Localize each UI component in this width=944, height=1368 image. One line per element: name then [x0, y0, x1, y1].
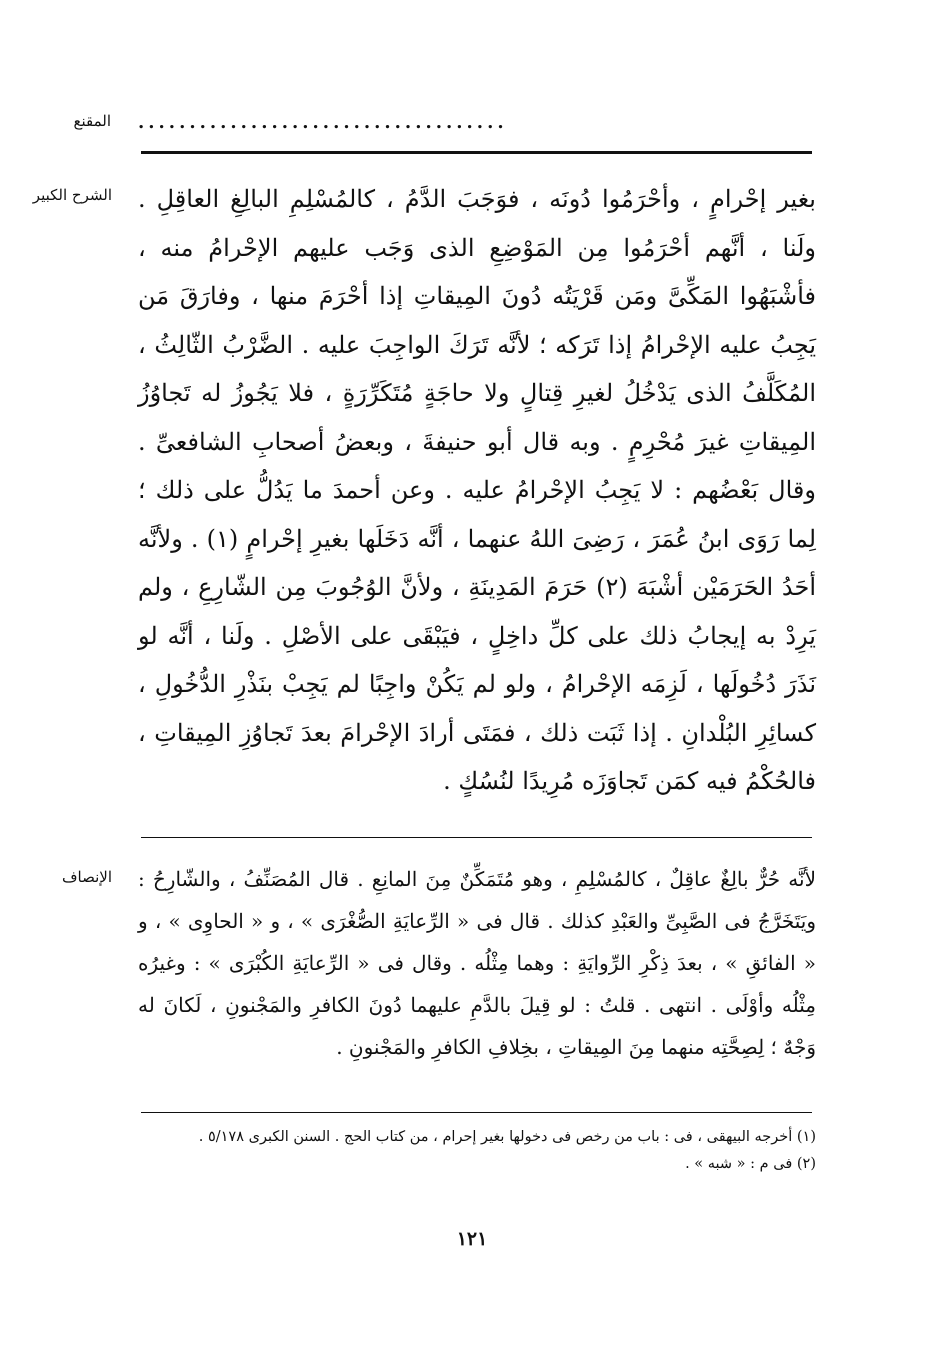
running-title: المقنع	[73, 112, 111, 130]
main-paragraph: بغير إحْرامٍ ، وأحْرَمُوا دُونَه ، فوَجَبَ الدَّمُ ، كالمُسْلِمِ البالِغِ العاقِلِ . ولَنا ، أنَّهم أحْرَمُوا مِن المَوْضِعِ الذى وَجَب عليهم الإحْرامُ منه ، فأشْبَهُوا المَكِّىَّ ومَن قَرْيَتُه دُونَ المِيقاتِ إذا أحْرَمَ منها ، وفارَقَ مَن يَجِبُ عليه الإحْرامُ إذا تَرَكه ؛ لأنَّه تَرَكَ الواجِبَ عليه . الضَّرْبُ الثّالِثُ ، المُكَلَّفُ الذى يَدْخُلُ لغيرِ قِتالٍ ولا حاجَةٍ مُتَكَرِّرَةٍ ، فلا يَجُوزُ له تَجاوُزُ المِيقاتِ غيرَ مُحْرِمٍ . وبه قال أبو حنيفةَ ، وبعضُ أصحابِ الشافعىِّ . وقال بَعْضُهم : لا يَجِبُ الإحْرامُ عليه . وعن أحمدَ ما يَدُلُّ على ذلك ؛ لِما رَوَى ابنُ عُمَرَ ، رَضِىَ اللهُ عنهما ، أنَّه دَخَلَها بغيرِ إحْرامٍ (١) . ولأنَّه أحَدُ الحَرَمَيْن أشْبَهَ (٢) حَرَمَ المَدِينَةِ ، ولأنَّ الوُجُوبَ مِن الشّارِعِ ، ولم يَرِدْ به إيجابُ ذلك على كلِّ داخِلٍ ، فيَبْقَى على الأصْلِ . ولَنا ، أنَّه لو نَذَرَ دُخُولَها ، لَزِمَه الإحْرامُ ، ولو لم يَكُنْ واجِبًا لم يَجِبْ بنَذْرِ الدُّخُولِ ، كسائِرِ البُلْدانِ . إذا ثَبَت ذلك ، فمَتَى أرادَ الإحْرامَ بعدَ تَجاوُزِ المِيقاتِ ، فالحُكْمُ فيه كمَن تَجاوَزَه مُرِيدًا لنُسُكٍ .	[138, 185, 817, 795]
footnote-divider	[141, 1112, 812, 1113]
footnote-2: (٢) فى م : « شبه » .	[685, 1156, 816, 1172]
sidebar-label-sharh-kabir: الشرح الكبير	[32, 186, 112, 204]
sidebar-label-insaf: الإنصاف	[61, 868, 112, 886]
footnote-1: (١) أخرجه البيهقى ، فى : باب من رخص فى دخولها بغير إحرام ، من كتاب الحج . السنن الكبرى ٥/١٧٨ .	[198, 1129, 816, 1145]
insaf-text	[138, 858, 816, 1068]
header-dot-leader: ....................................	[138, 112, 508, 133]
insaf-paragraph: لأنَّه حُرٌّ بالِغٌ عاقِلٌ ، كالمُسْلِمِ ، وهو مُتَمَكِّنٌ مِنَ المانِعِ . قال المُصَنِّفُ ، والشّارِحُ : ويَتَخَرَّجُ فى الصَّبِىِّ والعَبْدِ كذلك . قال فى « الرِّعايَةِ الصُّغْرَى » ، و « الحاوِى » ، و « الفائقِ » ، بعدَ ذِكْرِ الرِّوايَةِ : وهما مِثْلُه . وقال فى « الرِّعايَةِ الكُبْرَى » : وغيرُه مِثْلُه وأوْلَى . انتهى . قلتُ : لو قِيلَ بالدَّمِ عليهما دُونَ الكافرِ والمَجْنونِ ، لَكانَ له وَجْهٌ ؛ لِصِحَّتِه منهما مِنَ المِيقاتِ ، بخِلافِ الكافرِ والمَجْنونِ .	[138, 867, 816, 1059]
section-divider	[141, 837, 812, 838]
footnotes	[138, 1124, 816, 1178]
main-commentary-text	[138, 175, 816, 806]
header-rule	[141, 151, 812, 154]
page-number: ١٢١	[456, 1228, 488, 1250]
